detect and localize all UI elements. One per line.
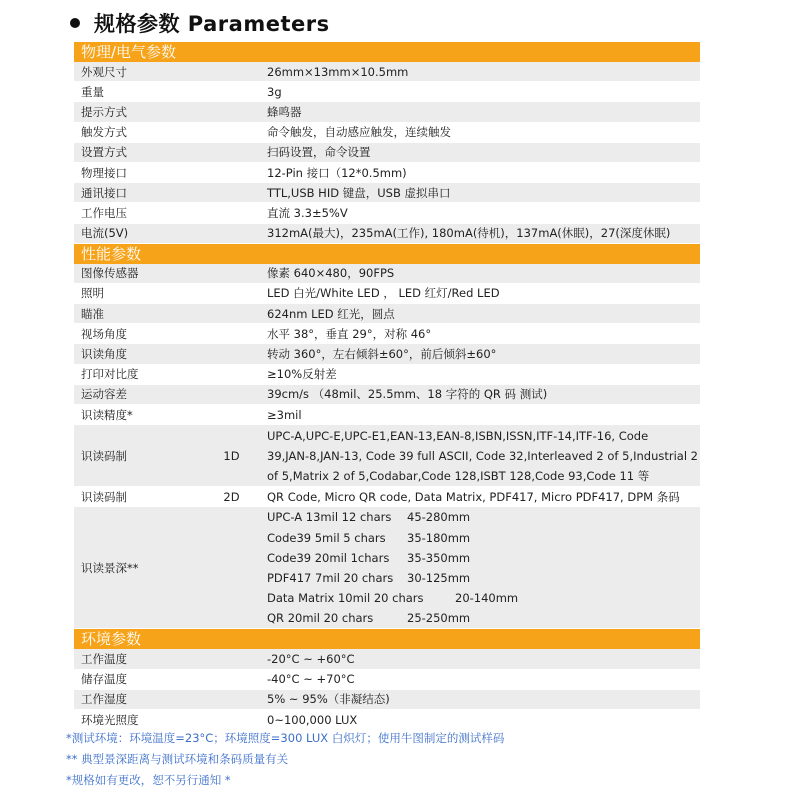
table-row <box>74 224 700 244</box>
table-row <box>74 365 700 385</box>
row-label: 打印对比度 <box>81 367 139 382</box>
row-value: 312mA(最大)，235mA(工作), 180mA(待机)，137mA(休眠)，27(深度休眠) <box>267 226 671 241</box>
dof-code: Code39 20mil 1chars <box>267 550 390 565</box>
section-header-physical: 物理/电气参数 <box>74 42 700 62</box>
row-value <box>259 425 700 486</box>
table-row <box>74 123 700 143</box>
row-label: 通讯接口 <box>81 185 127 200</box>
row-value: 26mm×13mm×10.5mm <box>267 64 409 79</box>
table-row-depth-of-field <box>74 507 700 629</box>
table-row <box>74 264 700 284</box>
table-row <box>74 649 700 669</box>
footnote: ** 典型景深距离与测试环境和条码质量有关 <box>66 752 289 766</box>
section-header-environment: 环境参数 <box>74 629 700 649</box>
row-label: 照明 <box>81 286 104 301</box>
row-label: 识读码制 <box>81 489 127 504</box>
row-value: QR Code, Micro QR code, Data Matrix, PDF417, Micro PDF417, DPM 条码 <box>267 489 680 504</box>
row-sublabel: 2D <box>223 489 240 504</box>
table-row <box>74 690 700 710</box>
row-label: 储存温度 <box>81 672 127 687</box>
row-label: 电流(5V) <box>81 226 129 241</box>
row-value: ≥10%反射差 <box>267 367 337 382</box>
table-row <box>74 82 700 102</box>
footnote: *测试环境：环境温度=23°C；环境照度=300 LUX 白炽灯；使用牛图制定的测试样码 <box>66 731 505 745</box>
row-value: -40°C ~ +70°C <box>267 672 355 687</box>
row-value: -20°C ~ +60°C <box>267 651 355 666</box>
row-label: 提示方式 <box>81 104 127 119</box>
row-value: 3g <box>267 84 282 99</box>
row-label: 识读角度 <box>81 347 127 362</box>
row-value: 12-Pin 接口（12*0.5mm) <box>267 165 407 180</box>
row-label: 识读码制 <box>81 448 127 463</box>
dof-line <box>267 568 470 588</box>
row-value: TTL,USB HID 键盘，USB 虚拟串口 <box>267 185 451 200</box>
dof-line <box>267 507 470 527</box>
row-value: 0~100,000 LUX <box>267 712 358 727</box>
row-label: 视场角度 <box>81 326 127 341</box>
dof-line <box>267 588 518 608</box>
row-label: 识读精度* <box>81 407 133 422</box>
table-row <box>74 284 700 304</box>
row-label: 物理接口 <box>81 165 127 180</box>
dof-range: 20-140mm <box>455 591 519 606</box>
row-value: 水平 38°，垂直 29°，对称 46° <box>267 326 432 341</box>
row-value: 624nm LED 红光，圆点 <box>267 306 395 321</box>
table-row-symbology-2d <box>74 487 700 507</box>
table-row <box>74 405 700 425</box>
table-row <box>74 344 700 364</box>
dof-code: Code39 5mil 5 chars <box>267 530 386 545</box>
row-sublabel: 1D <box>223 448 240 463</box>
dof-range: 45-280mm <box>407 510 471 525</box>
row-label: 图像传感器 <box>81 266 139 281</box>
dof-code: Data Matrix 10mil 20 chars <box>267 591 424 606</box>
row-value <box>259 507 700 628</box>
row-value: 39cm/s （48mil、25.5mm、18 字符的 QR 码 测试) <box>267 387 548 402</box>
dof-code: UPC-A 13mil 12 chars <box>267 510 392 525</box>
table-row <box>74 143 700 163</box>
table-row <box>74 324 700 344</box>
row-label: 触发方式 <box>81 125 127 140</box>
dof-line <box>267 608 470 628</box>
row-label: 工作湿度 <box>81 692 127 707</box>
row-value: 蜂鸣器 <box>267 104 302 119</box>
dof-range: 35-350mm <box>407 550 471 565</box>
row-label: 瞄准 <box>81 306 104 321</box>
footnotes <box>66 728 504 791</box>
row-label: 外观尺寸 <box>81 64 127 79</box>
row-value: 直流 3.3±5%V <box>267 205 348 220</box>
symbology-line: 39,JAN-8,JAN-13, Code 39 full ASCII, Code 32,Interleaved 2 of 5,Industrial 2 <box>267 448 699 463</box>
page-title-row <box>70 8 330 38</box>
row-value: 转动 360°，左右倾斜±60°，前后倾斜±60° <box>267 347 497 362</box>
section-header-performance: 性能参数 <box>74 244 700 264</box>
row-label: 工作温度 <box>81 651 127 666</box>
table-row-symbology-1d <box>74 425 700 487</box>
row-value: 扫码设置，命令设置 <box>267 145 371 160</box>
row-value: 5% ~ 95%（非凝结态) <box>267 692 390 707</box>
row-value: LED 白光/White LED ， LED 红灯/Red LED <box>267 286 500 301</box>
row-value: ≥3mil <box>267 407 302 422</box>
table-row <box>74 183 700 203</box>
symbology-line: UPC-A,UPC-E,UPC-E1,EAN-13,EAN-8,ISBN,ISSN,ITF-14,ITF-16, Code <box>267 428 649 443</box>
table-row <box>74 163 700 183</box>
row-value: 命令触发，自动感应触发，连续触发 <box>267 125 451 140</box>
dof-range: 30-125mm <box>407 570 471 585</box>
dof-code: QR 20mil 20 chars <box>267 611 374 626</box>
row-label: 环境光照度 <box>81 712 139 727</box>
dof-line <box>267 548 470 568</box>
table-row <box>74 304 700 324</box>
table-row <box>74 385 700 405</box>
row-label: 设置方式 <box>81 145 127 160</box>
page-title: 规格参数 Parameters <box>94 12 330 36</box>
symbology-line: of 5,Matrix 2 of 5,Codabar,Code 128,ISBT 128,Code 93,Code 11 等 <box>267 468 650 483</box>
row-label: 工作电压 <box>81 205 127 220</box>
dof-range: 35-180mm <box>407 530 471 545</box>
row-value: 像素 640×480，90FPS <box>267 266 395 281</box>
row-label: 运动容差 <box>81 387 127 402</box>
table-row <box>74 203 700 223</box>
spec-table <box>74 42 700 730</box>
dof-code: PDF417 7mil 20 chars <box>267 570 394 585</box>
dof-line <box>267 528 470 548</box>
dof-range: 25-250mm <box>407 611 471 626</box>
row-label: 识读景深** <box>81 560 139 575</box>
row-label: 重量 <box>81 84 104 99</box>
table-row <box>74 62 700 82</box>
table-row <box>74 102 700 122</box>
table-row <box>74 670 700 690</box>
bullet-icon <box>70 18 80 28</box>
footnote: *规格如有更改，恕不另行通知 * <box>66 773 231 787</box>
